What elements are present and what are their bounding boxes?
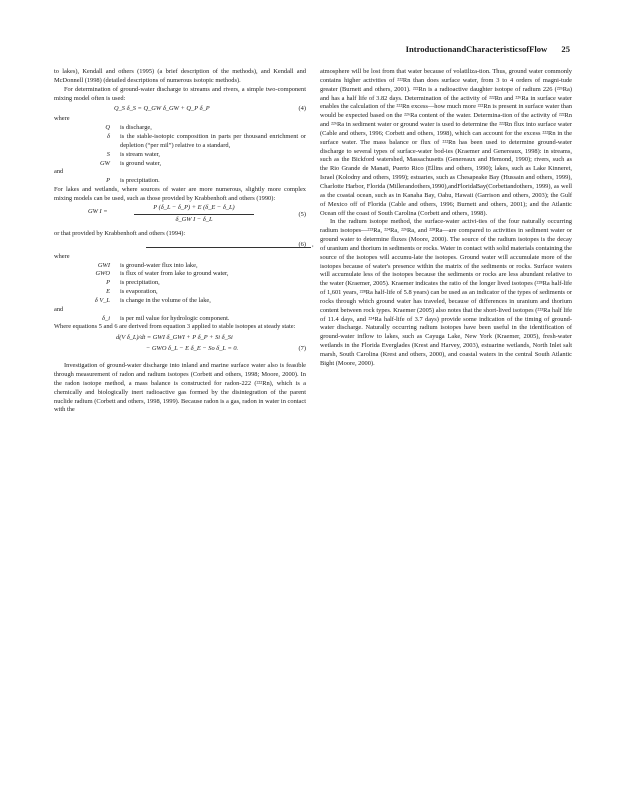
and-label: and xyxy=(54,168,64,176)
fraction-numerator: P (δ_L − δ_P) + E (δ_E − δ_L) xyxy=(134,204,254,215)
definition-row xyxy=(54,262,306,271)
paragraph: atmosphere will be lost from that water because of volatiliza-tion. Thus, ground water commonly contains higher activities of ²²²Rn than does surface water, from 3 to 4 orders of magni-tude greater (Burnett and others, 2001). ²²²Rn is a radioactive daughter isotope of radium 226 (²²⁶Ra) and has a half life of 3.82 days. Determination of the activity of ²²²Rn and ²²⁶Ra in surface water enables the calculation of the ²²²Rn excess—how much more ²²²Rn is present in surface water than would be expected based on the ²²⁶Ra content of the water. Determina-tion of the activity of ²²²Rn and ²²⁶Ra in sediment water or ground water is used to determine the ²²²Rn flux into surface water (Cable and others, 1996; Corbett and others, 1998), which can account for the excess ²²²Rn in the surface water. The mass balance or flux of ²²²Rn has been used to determine ground-water discharge to several types of surface-water bod-ies (Kraemer and Genereaux, 1998): in streams, such as the Bickford watershed, Massachusetts (Genereaux and Hemond, 1990); rivers, such as the Rio Grande de Manati, Puerto Rico (Ellins and others, 1990); lakes, such as Lake Kinneret, Israel (Kolodny and others, 1999); estuaries, such as Chesapeake Bay (Hussain and others, 1999), Charlotte Harbor, Florida (Millerandothers,1990),andFloridaBay(Corbettandothers, 1999), as well as the coastal ocean, such as in Kanaha Bay, Oahu, Hawaii (Garrison and others, 2003); the Gulf of Mexico off of Florida (Cable and others, 1996; Burnett and others, 2001); and the Atlantic Ocean off the coast of South Carolina (Corbett and others, 1998). xyxy=(320,68,572,217)
definition-symbol: Q xyxy=(105,124,110,132)
equation-lhs: GW I = xyxy=(88,207,108,215)
fraction-denominator: δ_GW I − δ_L xyxy=(175,215,213,223)
equation-number: (5) xyxy=(298,210,306,218)
equation-number: (4) xyxy=(298,105,306,113)
equation-4 xyxy=(54,103,306,115)
definition-row xyxy=(54,270,306,279)
definition-text: is per mil value for hydrologic component. xyxy=(120,314,230,322)
definition-row xyxy=(54,177,306,186)
definition-symbol: S xyxy=(106,150,110,158)
equation-7 xyxy=(54,332,306,362)
definition-text: is change in the volume of the lake, xyxy=(120,296,211,304)
definition-row xyxy=(54,297,306,306)
definition-row xyxy=(54,133,306,151)
definition-text: is precipitation, xyxy=(120,279,160,287)
definition-row xyxy=(54,315,306,324)
equation-tail: , xyxy=(312,240,314,248)
definition-text: is stream water, xyxy=(120,150,161,158)
paragraph: Investigation of ground-water discharge into inland and marine surface water also is feasible through measurement of radon and radium isotopes (Corbett and others, 1998; Moore, 2000). In the radon isotope method, a mass balance is constructed for radon-222 (²²²Rn), which is a chemically and biologically inert radioactive gas formed by the disintegration of the parent nuclide radium (Corbett and others, 1998, 1999). Because radon is a gas, radon in water in contact with the xyxy=(54,362,306,414)
definition-row xyxy=(54,151,306,160)
definition-symbol: δ_i xyxy=(102,314,110,322)
right-column xyxy=(320,68,572,369)
equation-number: (7) xyxy=(298,345,306,353)
page-number: 25 xyxy=(561,44,570,54)
definition-list xyxy=(54,262,306,306)
paragraph: Where equations 5 and 6 are derived from equation 3 applied to stable isotopes at steady state: xyxy=(54,323,296,331)
definition-list xyxy=(54,124,306,168)
definition-symbol: GW xyxy=(100,159,110,167)
definition-symbol: GWI xyxy=(97,261,110,269)
definition-row xyxy=(54,160,306,169)
chapter-title: IntroductionandCharacteristicsofFlow xyxy=(405,44,548,54)
paragraph: For lakes and wetlands, where sources of water are more numerous, slightly more complex mixing models can be used, such as those provided by Krabbenhoft and others (1990): xyxy=(54,186,306,202)
definition-symbol: GWO xyxy=(95,270,110,278)
definition-row xyxy=(54,288,306,297)
paragraph: or that provided by Krabbenhoft and others (1994): xyxy=(54,229,186,237)
paragraph: In the radium isotope method, the surface-water activi-ties of the four naturally occurring radium isotopes—²²³Ra, ²²⁴Ra, ²²⁶Ra, and ²²⁸Ra—are compared to activities in sediment water or ground water to determine fluxes (Moore, 2000). The source of the radium isotopes is the decay of uranium and thorium in sediments or rocks. Water in contact with solid materials containing the source of the isotopes will accumu-late the isotopes. Ground water will accumulate more of the isotopes because of water's presence within the matrix of the sediments or rocks. Surface waters will accumulate less of the isotopes because the sediments or rocks are less abundant relative to the water (Kraemer, 2005). Kraemer indicates the ratio of the longer lived isotopes (²²⁸Ra half-life of 1,601 years, ²²⁸Ra half-life of 5.8 years) can be used as an indicator of the types of sediments or rocks through which ground water has traveled, because of differences in uranium and thorium content between rock types. Kraemer (2005) also notes that the short-lived isotopes (²²³Ra half life of 11.4 days, and ²²⁴Ra half-life of 3.7 days) provide some indication of the timing of ground-water discharge. Naturally occurring radium isotopes have been useful in the identification of ground-water inflow to lakes, such as Cayuga Lake, New York (Kraemer, 2005), fresh-water wetlands in the Florida Everglades (Krest and Harvey, 2003), estuarine wetlands, North Inlet salt marsh, South Carolina (Krest and others, 2000), and coastal waters in the central South Atlantic Bight (Moore, 2000). xyxy=(320,218,572,367)
definition-symbol: δ V_L xyxy=(94,296,110,304)
where-label: where xyxy=(54,115,70,123)
definition-row xyxy=(54,279,306,288)
running-header xyxy=(406,44,570,54)
equation-6 xyxy=(54,239,314,253)
definition-symbol: δ xyxy=(107,133,110,141)
definition-text: is the stable-isotopic composition in parts per thousand enrichment or depletion (“per mil”) relative to a standard, xyxy=(120,133,306,149)
definition-row xyxy=(54,124,306,133)
definition-text: is discharge, xyxy=(120,124,152,132)
equation-body: Q_S δ_S = Q_GW δ_GW + Q_P δ_P xyxy=(114,105,210,113)
equation-5 xyxy=(54,204,306,230)
paragraph: For determination of ground-water discharge to streams and rivers, a simple two-component mixing model often is used: xyxy=(54,85,306,102)
and-label: and xyxy=(54,305,64,313)
definition-symbol: P xyxy=(106,279,110,287)
left-column xyxy=(54,68,314,415)
definition-text: is flux of water from lake to ground water, xyxy=(120,270,229,278)
definition-list xyxy=(54,177,306,186)
where-label: where xyxy=(54,252,70,260)
definition-symbol: P xyxy=(106,177,110,185)
definition-list xyxy=(54,315,306,324)
paragraph: to lakes), Kendall and others (1995) (a brief description of the methods), and Kendall and McDonnell (1998) (detailed descriptions of numerous isotopic methods). xyxy=(54,68,306,84)
definition-text: is evaporation, xyxy=(120,288,158,296)
equation-rule xyxy=(146,247,311,248)
equation-line: d(V δ_L)/dt = GWI δ_GWI + P δ_P + Si δ_Si xyxy=(116,334,233,342)
equation-number: (6) xyxy=(298,240,306,248)
definition-symbol: E xyxy=(106,288,110,296)
definition-text: is ground-water flux into lake, xyxy=(120,261,198,269)
definition-text: is ground water, xyxy=(120,159,162,167)
definition-text: is precipitation. xyxy=(120,177,160,185)
equation-line: − GWO δ_L − E δ_E − So δ_L = 0. xyxy=(146,345,239,353)
equation-fraction xyxy=(134,204,254,225)
